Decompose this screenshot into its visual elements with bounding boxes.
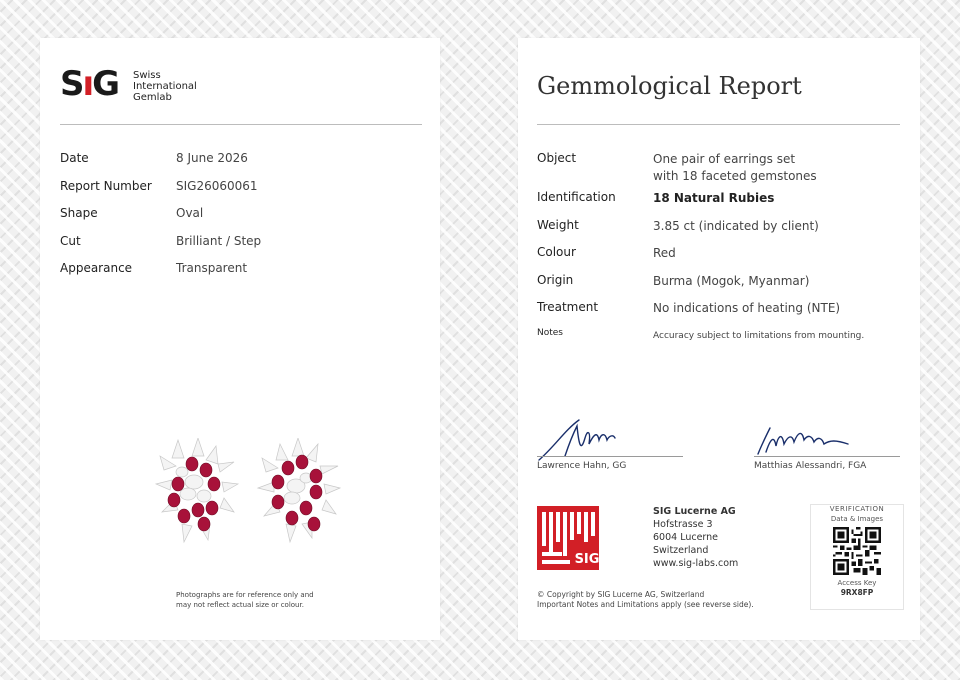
access-key-code: 9RX8FP (840, 588, 874, 597)
verification-box (810, 504, 904, 610)
field-value: No indications of heating (NTE) (653, 301, 841, 315)
field-row-cut (60, 234, 420, 262)
report-left-page (40, 38, 440, 640)
lab-address (653, 505, 738, 570)
seal-text: SIG (574, 552, 599, 567)
field-label: Identification (537, 190, 616, 204)
company-name: SIG Lucerne AG (653, 506, 736, 517)
copyright-line: © Copyright by SIG Lucerne AG, Switzerland (537, 590, 705, 599)
object-line: with 18 faceted gemstones (653, 169, 817, 183)
website-link[interactable]: www.sig-labs.com (653, 558, 739, 569)
sig-seal (537, 506, 599, 570)
signatory-name: Matthias Alessandri, FGA (754, 461, 867, 471)
lab-name (133, 70, 197, 103)
report-details (537, 151, 907, 348)
field-row-notes (537, 328, 907, 348)
header-divider (60, 124, 422, 125)
field-value: SIG26060061 (176, 178, 258, 193)
lab-name-line: Swiss (133, 70, 161, 81)
field-label: Treatment (537, 300, 599, 314)
lab-name-line: International (133, 81, 197, 92)
verification-title: VERIFICATION (827, 505, 887, 513)
field-label: Appearance (60, 261, 133, 275)
field-label: Origin (537, 272, 574, 287)
field-label: Weight (537, 217, 579, 232)
photo-disclaimer-line: may not reflect actual size or colour. (176, 601, 304, 609)
logo-mark: SıG (60, 64, 119, 104)
title-divider (537, 124, 900, 125)
address-line: 6004 Lucerne (653, 532, 719, 543)
verification-subtitle: Data & Images (830, 515, 884, 523)
object-line: One pair of earrings set (653, 152, 796, 166)
field-value: Burma (Mogok, Myanmar) (653, 273, 810, 288)
photo-disclaimer-line: Photographs are for reference only and (176, 591, 314, 599)
field-row-origin (537, 273, 907, 301)
earring-left-image (154, 438, 240, 544)
field-row-colour (537, 245, 907, 273)
report-title: Gemmological Report (537, 72, 802, 100)
copyright-line: Important Notes and Limitations apply (see reverse side). (537, 600, 754, 609)
signature-line (754, 456, 900, 457)
field-value: 3.85 ct (indicated by client) (653, 218, 819, 233)
field-value: Red (653, 246, 676, 260)
field-row-object (537, 151, 907, 190)
field-row-identification (537, 190, 907, 218)
field-label: Date (60, 151, 89, 165)
field-label: Shape (60, 206, 98, 220)
field-label: Cut (60, 233, 81, 248)
field-label: Colour (537, 245, 576, 259)
copyright-notice (537, 590, 754, 610)
stone-details (60, 151, 420, 289)
access-key-label: Access Key (837, 579, 877, 587)
address-line: Switzerland (653, 545, 709, 556)
field-label: Object (537, 151, 577, 165)
field-value: Transparent (176, 261, 248, 275)
signature-line (537, 456, 683, 457)
field-label: Report Number (60, 178, 152, 193)
field-row-date (60, 151, 420, 179)
field-row-report-number (60, 179, 420, 207)
address-line: Hofstrasse 3 (653, 519, 713, 530)
report-right-page (518, 38, 920, 640)
field-value: 8 June 2026 (176, 151, 248, 165)
photo-disclaimer (176, 590, 314, 610)
signatory-name: Lawrence Hahn, GG (537, 461, 627, 471)
field-value: Brilliant / Step (176, 233, 262, 248)
lab-name-line: Gemlab (133, 92, 172, 103)
field-label: Notes (537, 328, 563, 338)
field-value: 18 Natural Rubies (653, 191, 775, 205)
field-value (653, 151, 817, 185)
field-value: Oval (176, 206, 204, 220)
field-row-weight (537, 218, 907, 246)
qr-code-icon[interactable] (833, 527, 881, 575)
field-row-appearance (60, 261, 420, 289)
earring-right-image (256, 438, 342, 544)
field-value: Accuracy subject to limitations from mounting. (653, 331, 865, 341)
field-row-shape (60, 206, 420, 234)
field-row-treatment (537, 300, 907, 328)
signature-alessandri (752, 422, 892, 458)
